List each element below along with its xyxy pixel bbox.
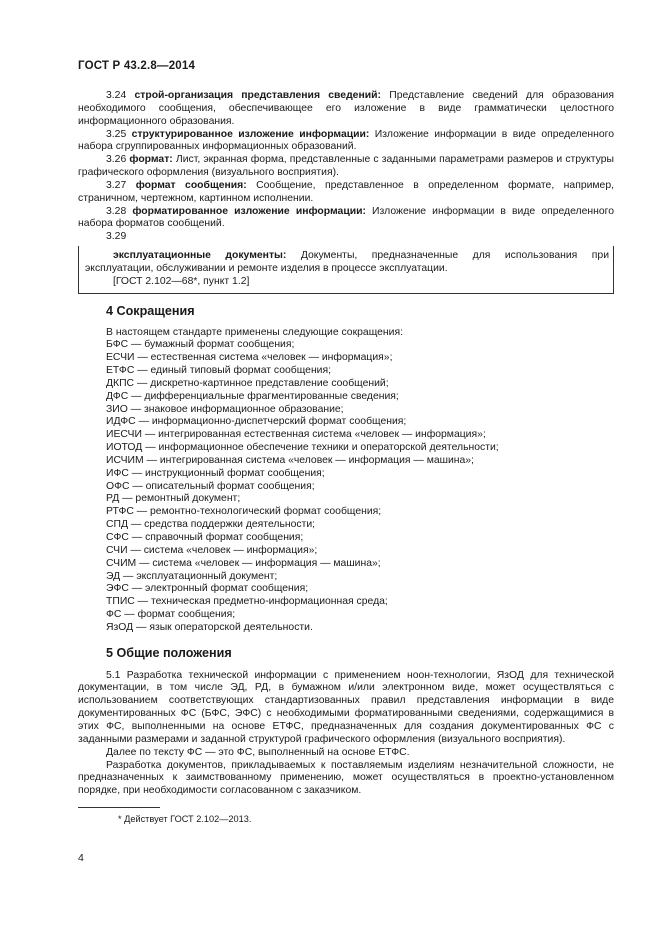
definition-term: формат:: [129, 154, 173, 166]
abbreviation-item: СФС — справочный формат сообщения;: [106, 532, 304, 543]
general-provisions: [78, 670, 614, 798]
definition-text: Сообщение, представленное в определенном формате, например, страничном, чертежном, картинном исполнении.: [78, 179, 614, 204]
abbreviation-item: ЯзОД — язык операторской деятельности.: [106, 621, 313, 633]
abbreviation-item: ДКПС — дискретно-картинное представление сообщений;: [106, 377, 389, 389]
definitions-list: [78, 90, 614, 294]
definition-3-26: [78, 154, 614, 180]
definition-number: 3.26: [106, 154, 127, 166]
page-header: ГОСТ Р 43.2.8—2014: [78, 60, 196, 72]
abbreviation-item: ФС — формат сообщения;: [106, 609, 236, 621]
abbreviation-item: ЕСЧИ — естественная система «человек — информация»;: [106, 352, 393, 364]
abbreviation-item: ИДФС — информационно-диспетчерский формат сообщения;: [106, 416, 407, 428]
definition-number: 3.24: [106, 90, 127, 101]
abbreviation-item: РД — ремонтный документ;: [106, 493, 241, 505]
section-4-heading: 4 Сокращения: [106, 303, 195, 318]
definition-text: Лист, экранная форма, представленные с заданными параметрами размеров и структуры графического оформления (визуального восприятия).: [78, 154, 615, 179]
definition-3-27: [78, 180, 614, 206]
definition-3-28: [78, 206, 614, 232]
abbreviation-item: РТФС — ремонтно-технологический формат сообщения;: [106, 506, 382, 518]
abbreviation-item: ИЕСЧИ — интегрированная естественная система «человек — информация»;: [106, 429, 486, 441]
definition-text: Изложение информации в виде определенного набора форматов сообщений.: [78, 205, 614, 230]
definition-term: эксплуатационные документы:: [113, 250, 287, 262]
paragraph: Разработка документов, прикладываемых к поставляемым изделиям незначительной сложности, не предназначенных к заимствованному применению, может осуществляться в проектно-установленном порядке, при необходимости согласованном с заказчиком.: [78, 759, 614, 797]
abbreviations-intro: В настоящем стандарте применены следующие сокращения:: [106, 326, 403, 338]
abbreviation-item: ЗИО — знаковое информационное образование;: [106, 403, 344, 415]
abbreviation-item: ТПИС — техническая предметно-информационная среда;: [106, 596, 388, 608]
definition-3-25: [78, 129, 614, 155]
definition-term: формат сообщения:: [135, 179, 247, 191]
paragraph: Далее по тексту ФС — это ФС, выполненный на основе ЕТФС.: [106, 746, 410, 758]
definition-number: 3.28: [106, 205, 127, 217]
section-5-heading: 5 Общие положения: [106, 645, 232, 660]
footnote-divider: [78, 807, 160, 808]
abbreviation-item: ИСЧИМ — интегрированная система «человек — информация — машина»;: [106, 454, 474, 466]
abbreviation-item: СЧИ — система «человек — информация»;: [106, 544, 318, 556]
definition-term: форматированное изложение информации:: [132, 205, 366, 217]
definition-3-29: [85, 250, 609, 276]
abbreviations-list: [78, 327, 614, 635]
abbreviation-item: ЕТФС — единый типовый формат сообщения;: [106, 365, 331, 377]
definition-3-29-box: [78, 246, 614, 294]
abbreviation-item: ИФС — инструкционный формат сообщения;: [106, 467, 325, 479]
abbreviation-item: ЭФС — электронный формат сообщения;: [106, 583, 309, 595]
definition-term: строй-организация представления сведений:: [134, 90, 381, 101]
page-content: [78, 90, 614, 826]
definition-number: 3.27: [106, 179, 127, 191]
definition-text: Изложение информации в виде определенного набора сгруппированных информационных образований.: [78, 128, 614, 153]
definition-term: структурированное изложение информации:: [131, 128, 370, 140]
abbreviation-item: ЭД — эксплуатационный документ;: [106, 570, 278, 582]
abbreviation-item: ИОТОД — информационное обеспечение техники и операторской деятельности;: [106, 442, 499, 454]
abbreviation-item: ДФС — дифференциальные фрагментированные сведения;: [106, 390, 399, 402]
footnote: * Действует ГОСТ 2.102—2013.: [118, 814, 252, 825]
abbreviation-item: БФС — бумажный формат сообщения;: [106, 339, 295, 351]
definition-number: 3.25: [106, 128, 127, 140]
definition-text: Документы, предназначенные для использования при эксплуатации, обслуживании и ремонте изделия в процессе эксплуатации.: [85, 250, 609, 274]
definition-3-29-number: 3.29: [106, 231, 127, 243]
abbreviation-item: СЧИМ — система «человек — информация — машина»;: [106, 557, 381, 569]
definition-reference: [ГОСТ 2.102—68*, пункт 1.2]: [113, 275, 250, 287]
page-number: 4: [78, 852, 84, 864]
definition-text: Представление сведений для образования необходимого сообщения, обеспечивающее его изложение в виде грамматически целостного информационного образования.: [78, 90, 614, 127]
abbreviation-item: ОФС — описательный формат сообщения;: [106, 480, 315, 492]
abbreviation-item: СПД — средства поддержки деятельности;: [106, 519, 316, 531]
definition-3-24: [78, 90, 614, 129]
paragraph: 5.1 Разработка технической информации с применением ноон-технологии, ЯзОД для технической документации, в том числе ЭД, РД, в бумажном и/или электронном виде, может осуществляться с использованием соответствующих стандартизованных правил представления информации в виде документированных ФС (БФС, ЭФС) с необходимыми форматированными сведениями, содержащимися в этих ФС, выполненными на основе ЕТФС, предназначенных для создания документированных ФС с заданными размерами и заданной структурой графического оформления (визуального восприятия).: [78, 669, 614, 745]
